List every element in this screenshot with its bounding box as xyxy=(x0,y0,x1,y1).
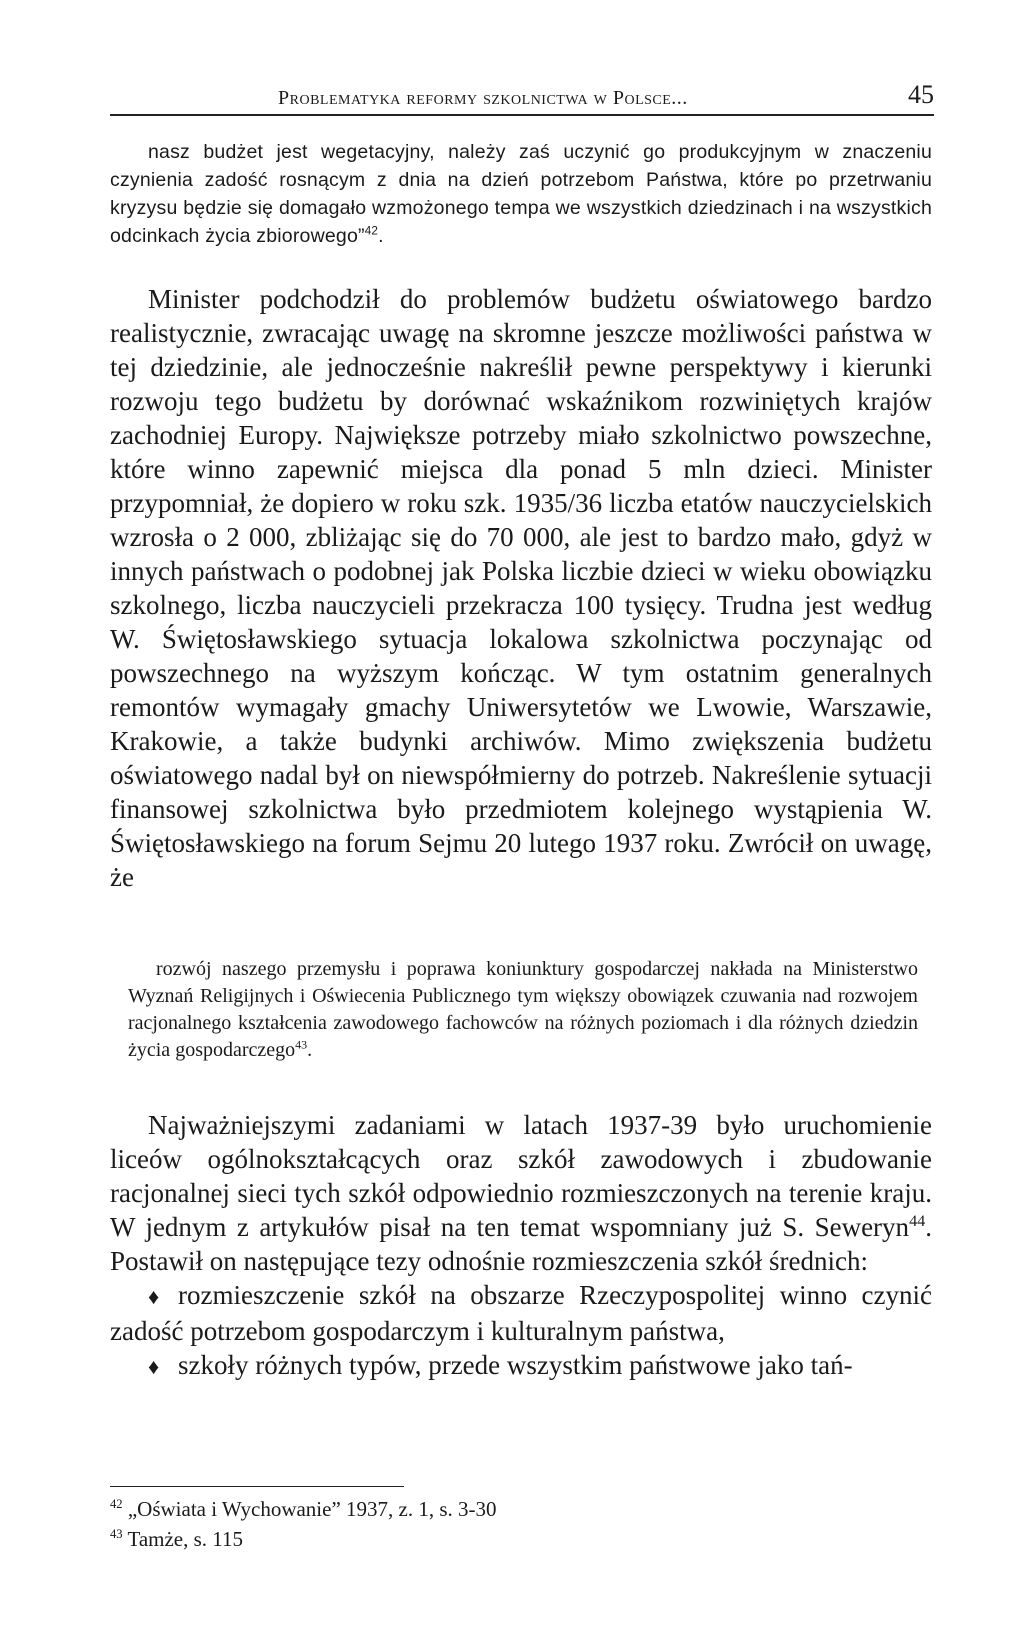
bullet-item xyxy=(110,1348,932,1384)
quote-paragraph xyxy=(128,956,918,1064)
quote-text: nasz budżet jest wegetacyjny, należy zaś uczynić go produkcyjnym w znaczeniu czynienia zadość rosnącym z dnia na dzień potrzebom Państwa, które po przetrwaniu kryzysu będzie się domagało wzmożonego tempa we wszystkich dziedzinach i na wszystkich odcinkach życia zbiorowego” xyxy=(110,141,932,247)
quote-end: . xyxy=(378,225,384,247)
quote-end: . xyxy=(307,1039,313,1061)
bullet-item xyxy=(110,1278,932,1348)
quote-paragraph xyxy=(110,138,932,250)
paragraph-text: Minister podchodził do problemów budżetu oświatowego bardzo realistycznie, zwracając uwagę na skromne jeszcze możliwości państwa w tej dziedzinie, ale jednocześnie nakreślił pewne perspektywy i kierunki rozwoju tego budżetu by dorównać wskaźnikom rozwiniętych krajów zachodniej Europy. Największe potrzeby miało szkolnictwo powszechne, które winno zapewnić miejsca dla ponad 5 mln dzieci. Minister przypomniał, że dopiero w roku szk. 1935/36 liczba etatów nauczycielskich wzrosła o 2 000, zbliżając się do 70 000, ale jest to bardzo mało, gdyż w innych państwach o podobnej jak Polska liczbie dzieci w wieku obowiązku szkolnego, liczba nauczycieli przekracza 100 tysięcy. Trudna jest według W. Świętosławskiego sytuacja lokalowa szkolnictwa poczynając od powszechnego na wyższym kończąc. W tym ostatnim generalnych remontów wymagały gmachy Uniwersytetów we Lwowie, Warszawie, Krakowie, a także budynki archiwów. Mimo zwiększenia budżetu oświatowego nadal był on niewspółmierny do potrzeb. Nakreślenie sytuacji finansowej szkolnictwa było przedmiotem kolejnego wystąpienia W. Świętosławskiego na forum Sejmu 20 lutego 1937 roku. Zwrócił on uwagę, że xyxy=(110,284,932,892)
footnote-divider xyxy=(110,1486,404,1487)
footnote-ref-44: 44 xyxy=(909,1212,926,1230)
footnote-number: 42 xyxy=(110,1497,123,1511)
footnote-ref-43: 43 xyxy=(295,1037,308,1052)
footnote-number: 43 xyxy=(110,1527,123,1541)
block-quote-middle xyxy=(128,956,918,1064)
diamond-bullet-icon: ♦ xyxy=(148,1354,160,1379)
footnote-ref-42: 42 xyxy=(364,224,379,238)
paragraph-text xyxy=(110,1108,932,1278)
diamond-bullet-icon: ♦ xyxy=(148,1284,160,1309)
footnote xyxy=(110,1524,932,1554)
page-number: 45 xyxy=(908,80,934,109)
paragraph-text-rest: . Postawił on następujące tezy odnośnie rozmieszczenia szkół średnich: xyxy=(110,1212,932,1276)
bullet-text: szkoły różnych typów, przede wszystkim państwowe jako tań- xyxy=(178,1350,853,1380)
quote-text: rozwój naszego przemysłu i poprawa koniunktury gospodarczej nakłada na Ministerstwo Wyznań Religijnych i Oświecenia Publicznego tym większy obowiązek czuwania nad rozwojem racjonalnego kształcenia zawodowego fachowców na różnych poziomach i dla różnych dziedzin życia gospodarczego xyxy=(128,958,918,1061)
running-title: Problematyka reformy szkolnictwa w Polsce... xyxy=(278,87,688,109)
block-quote-top xyxy=(110,138,932,250)
body-paragraph-2 xyxy=(110,1108,932,1384)
paragraph-text-start: Najważniejszymi zadaniami w latach 1937-39 było uruchomienie liceów ogólnokształcących oraz szkół zawodowych i zbudowanie racjonalnej sieci tych szkół odpowiednio rozmieszczonych na terenie kraju. W jednym z artykułów pisał na ten temat wspomniany już S. Seweryn xyxy=(110,1110,932,1242)
body-paragraph-1 xyxy=(110,282,932,894)
footnotes xyxy=(110,1494,932,1554)
footnote-text: Tamże, s. 115 xyxy=(127,1527,244,1551)
footnote-text: „Oświata i Wychowanie” 1937, z. 1, s. 3-30 xyxy=(127,1497,497,1521)
bullet-text: rozmieszczenie szkół na obszarze Rzeczypospolitej winno czynić zadość potrzebom gospodarczym i kulturalnym państwa, xyxy=(110,1280,932,1346)
running-header xyxy=(110,78,934,116)
footnote xyxy=(110,1494,932,1524)
